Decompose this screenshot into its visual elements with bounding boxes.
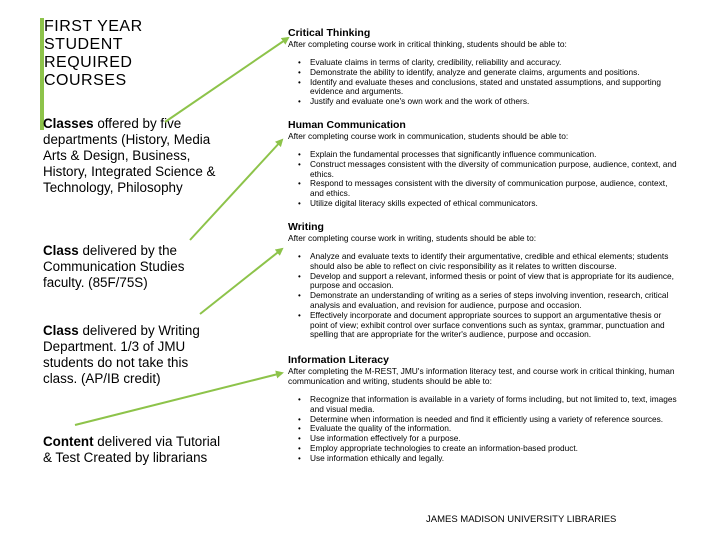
footer: JAMES MADISON UNIVERSITY LIBRARIES [426,514,617,525]
list-item: • Employ appropriate technologies to create an information-based product. [288,444,678,454]
section-critical-thinking [288,27,678,107]
section-intro: After completing course work in critical thinking, students should be able to: [288,39,567,49]
list-item: • Recognize that information is available in a variety of forms including, but not limited to, text, images and visual media. [288,395,678,415]
section-intro: After completing course work in communication, students should be able to: [288,131,569,141]
list-item: • Identify and evaluate theses and conclusions, stated and unstated assumptions, and supporting evidence and arguments. [288,78,678,98]
list-item: • Construct messages consistent with the diversity of communication purpose, audience, context, and ethics. [288,160,678,180]
section-writing [288,221,678,340]
slide-title: FIRST YEAR STUDENT REQUIRED COURSES [44,18,143,89]
section-title: Human Communication [288,119,406,131]
list-item: • Develop and support a relevant, informed thesis or point of view that is appropriate for its audience, purpose and occasion. [288,272,678,292]
left-block-bold: Class [43,243,79,258]
arrow-human-communication [190,140,282,240]
list-item: • Justify and evaluate one's own work and the work of others. [288,97,678,107]
list-item: • Determine when information is needed and find it efficiently using a variety of reference sources. [288,415,678,425]
outcome-list [288,58,678,107]
list-item: • Evaluate claims in terms of clarity, credibility, reliability and accuracy. [288,58,678,68]
left-block-bold: Class [43,323,79,338]
outcome-list [288,395,678,464]
section-title: Writing [288,221,324,233]
list-item: • Use information ethically and legally. [288,454,678,464]
left-block-text: delivered by the Communication Studies faculty. (85F/75S) [43,243,185,290]
list-item: • Demonstrate the ability to identify, analyze and generate claims, arguments and positions. [288,68,678,78]
section-intro: After completing course work in writing, students should be able to: [288,233,537,243]
list-item: • Effectively incorporate and document appropriate sources to support an argumentative thesis or point of view; exhibit control over surface conventions such as syntax, grammar, punctuation and spelling that are appropriate for the writer's audience, purpose and occasion. [288,311,678,340]
left-block-text: offered by five departments (History, Media Arts & Design, Business, History, Integrated Science & Technology, Philosophy [43,116,216,195]
left-block-bold: Classes [43,116,94,131]
list-item: • Analyze and evaluate texts to identify their argumentative, credible and ethical elements; students should also be able to reflect on civic responsibility as it relates to written discourse. [288,252,678,272]
list-item: • Evaluate the quality of the information. [288,424,678,434]
list-item: • Explain the fundamental processes that significantly influence communication. [288,150,678,160]
left-block-text: delivered by Writing Department. 1/3 of JMU students do not take this class. (AP/IB credit) [43,323,200,386]
section-title: Critical Thinking [288,27,371,39]
left-block-bold: Content [43,434,94,449]
section-information-literacy [288,354,678,464]
list-item: • Use information effectively for a purpose. [288,434,678,444]
section-intro: After completing the M-REST, JMU's information literacy test, and course work in critical thinking, human communication and writing, students should be able to: [288,366,675,386]
list-item: • Respond to messages consistent with the diversity of communication purpose, audience, context, and ethics. [288,179,678,199]
arrow-information-literacy [75,373,282,425]
left-block-text: delivered via Tutorial & Test Created by librarians [43,434,221,465]
list-item: • Utilize digital literacy skills expected of ethical communicators. [288,199,678,209]
arrow-writing [200,249,282,314]
section-human-communication [288,119,678,209]
outcome-list [288,252,678,340]
list-item: • Demonstrate an understanding of writing as a series of steps involving invention, research, critical analysis and evaluation, and revision for audience, purpose and occasion. [288,291,678,311]
outcome-list [288,150,678,209]
arrow-critical-thinking [165,38,288,122]
section-title: Information Literacy [288,354,389,366]
